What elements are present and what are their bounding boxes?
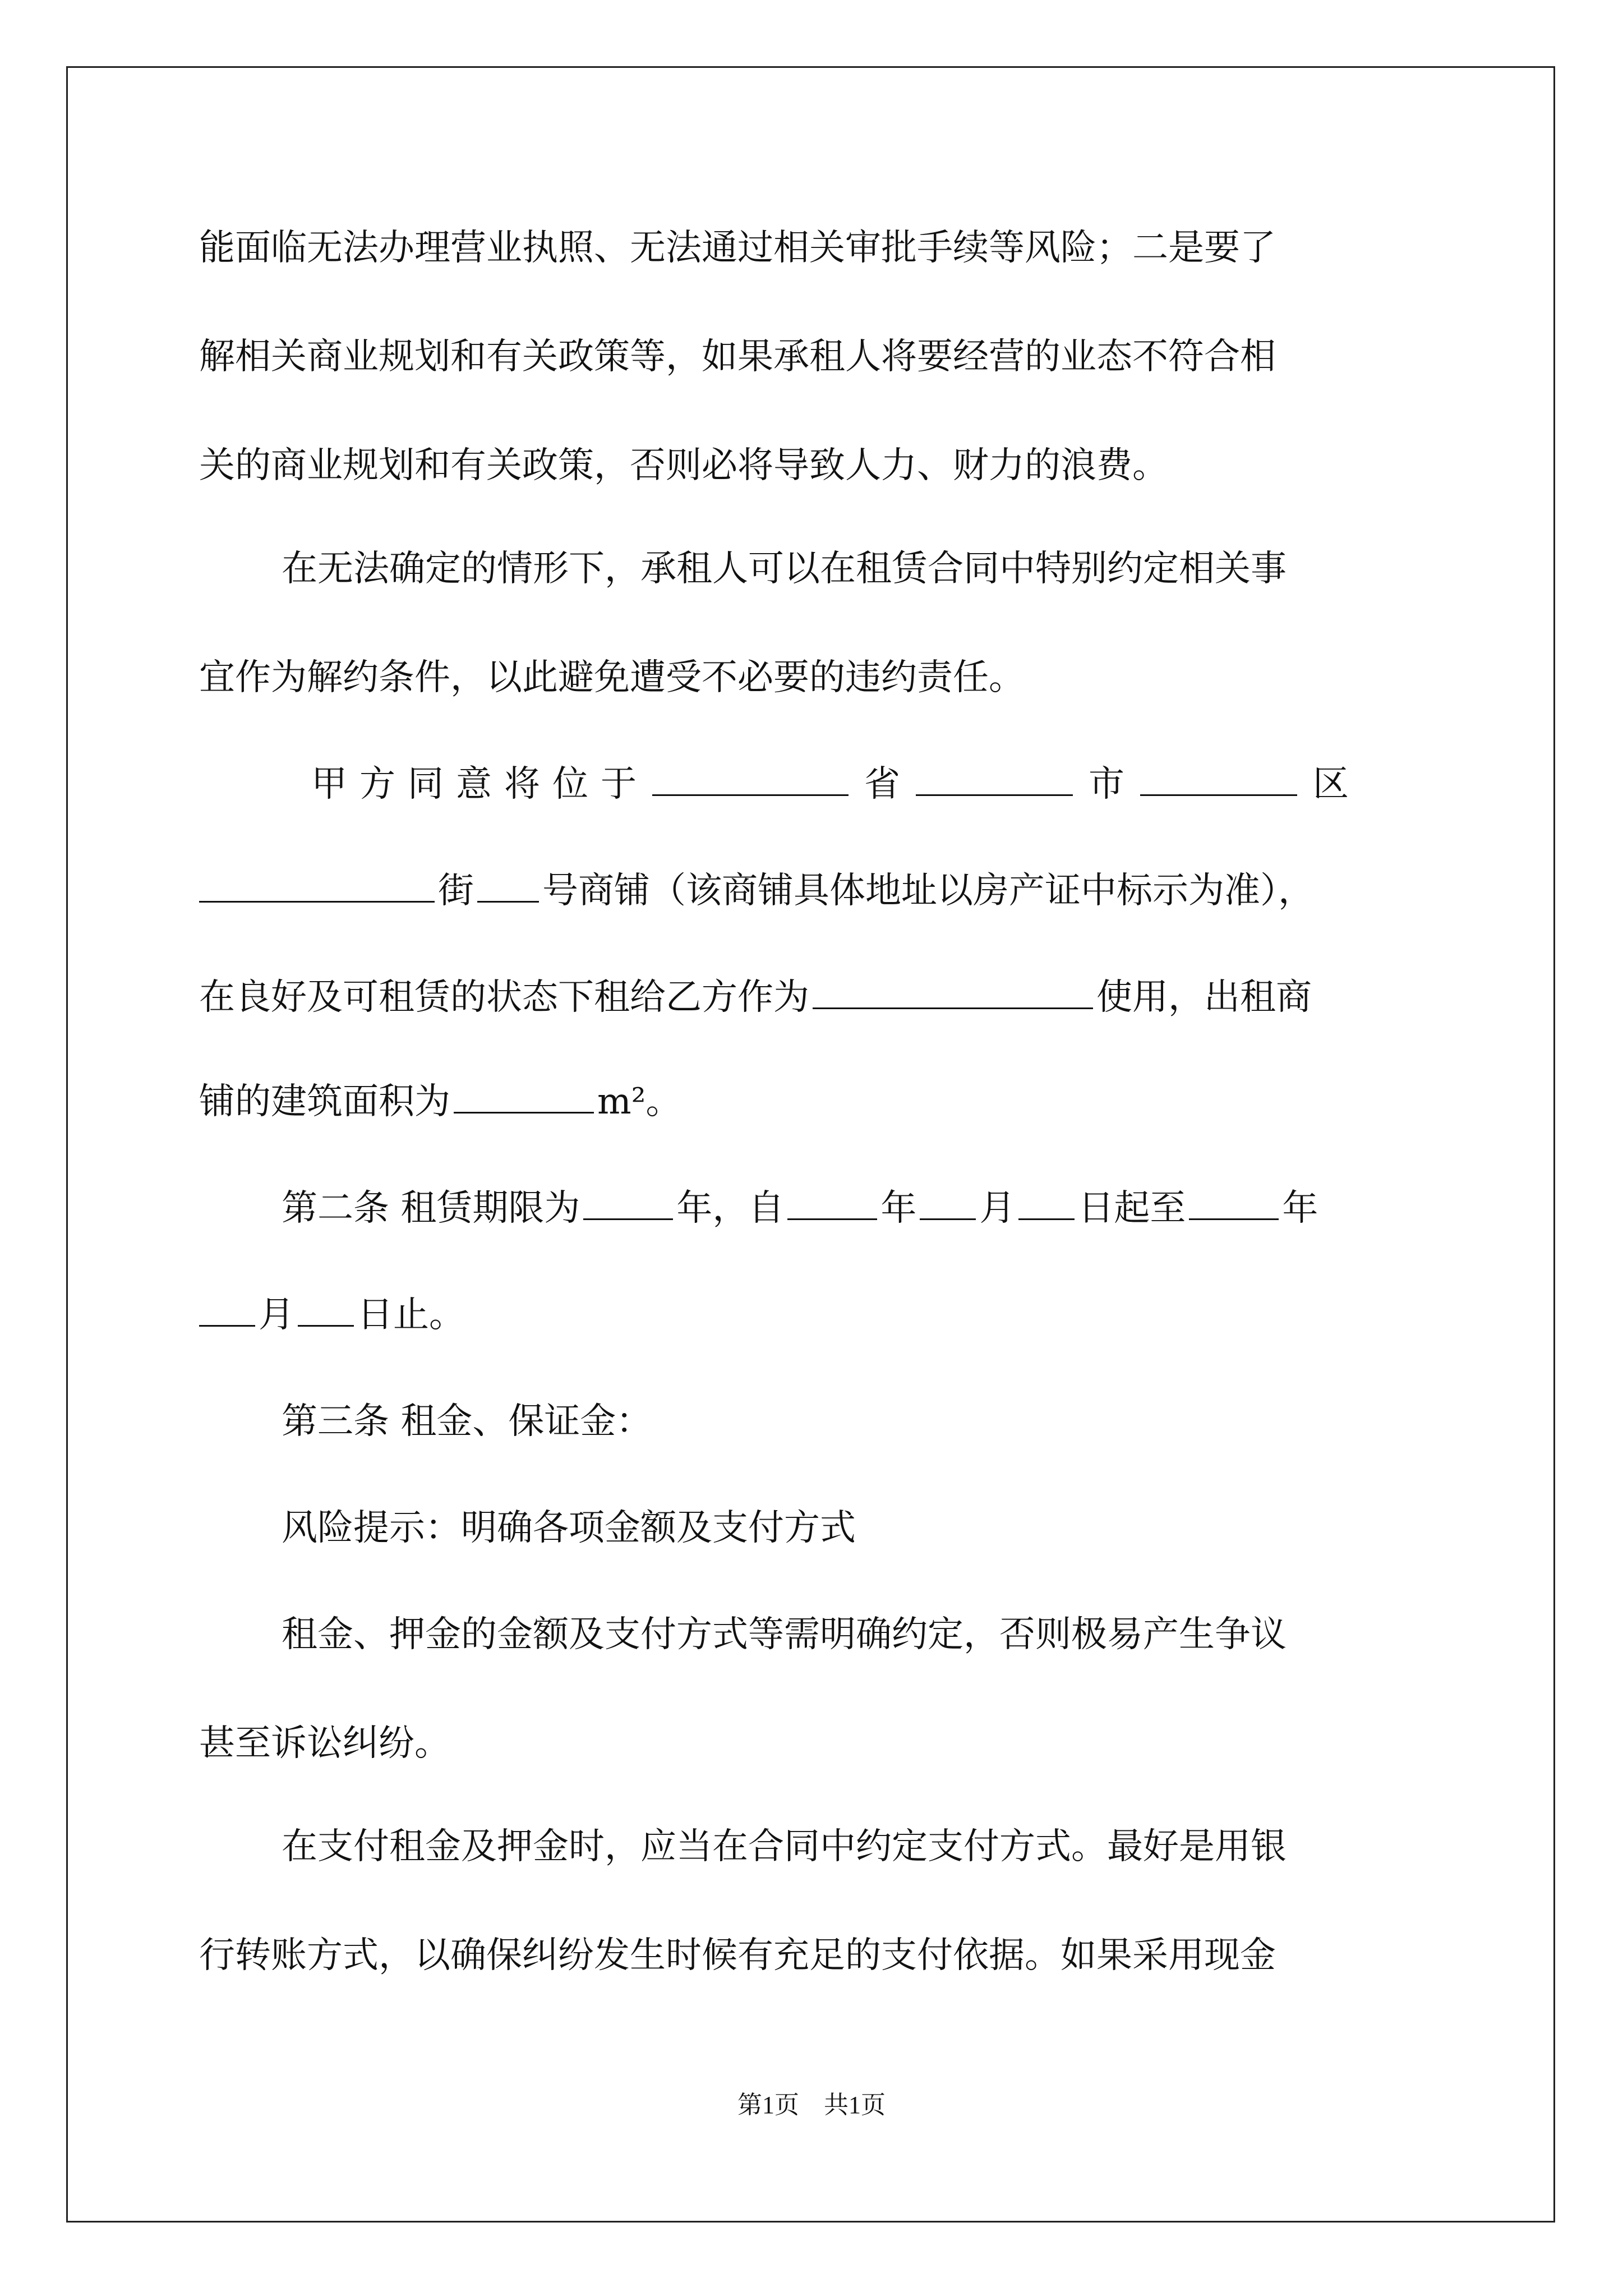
province-blank[interactable]: [652, 764, 849, 796]
clause-text: 第二条 租赁期限为: [282, 1188, 580, 1229]
page-border: [66, 66, 1555, 2223]
clause-text: 月: [259, 1294, 294, 1336]
article-heading: 第三条 租金、保证金：: [282, 1401, 652, 1442]
body-text-line: 关的商业规划和有关政策，否则必将导致人力、财力的浪费。: [199, 445, 1168, 486]
clause-text: 在良好及可租赁的状态下租给乙方作为: [199, 977, 809, 1018]
district-blank[interactable]: [1140, 764, 1297, 796]
page-number-footer: 第1页 共1页: [737, 2091, 886, 2119]
risk-tip: 风险提示：明确各项金额及支付方式: [282, 1507, 856, 1549]
clause-text: 日止。: [357, 1294, 465, 1336]
start-year-blank[interactable]: [787, 1188, 877, 1220]
body-text-line: 甚至诉讼纠纷。: [199, 1723, 450, 1764]
body-text-line: 能面临无法办理营业执照、无法通过相关审批手续等风险；二是要了: [199, 227, 1276, 269]
clause-text: 甲方同意将位于: [311, 763, 649, 805]
clause-text: 月: [979, 1188, 1016, 1229]
usage-blank[interactable]: [813, 977, 1093, 1009]
clause-text: m²。: [597, 1081, 682, 1122]
clause-text: 年: [880, 1188, 917, 1229]
body-text-line: 在支付租金及押金时，应当在合同中约定支付方式。最好是用银: [282, 1826, 1287, 1867]
clause-text: 年，自: [676, 1188, 785, 1229]
body-text-line: 租金、押金的金额及支付方式等需明确约定，否则极易产生争议: [282, 1614, 1287, 1655]
clause-text: 省: [864, 763, 912, 805]
clause-text: 街: [438, 870, 474, 912]
premises-clause-line: [311, 762, 1349, 807]
area-blank[interactable]: [454, 1082, 594, 1114]
clause-text: 日起至: [1078, 1188, 1186, 1229]
lease-term-line: [282, 1186, 1318, 1231]
start-day-blank[interactable]: [1018, 1188, 1075, 1220]
clause-text: 铺的建筑面积为: [199, 1081, 450, 1122]
clause-text: 年: [1282, 1188, 1318, 1229]
clause-text: 号商铺（该商铺具体地址以房产证中标示为准），: [542, 870, 1314, 912]
end-year-blank[interactable]: [1189, 1188, 1279, 1220]
body-text-line: 行转账方式，以确保纠纷发生时候有充足的支付依据。如果采用现金: [199, 1935, 1276, 1976]
end-day-blank[interactable]: [298, 1295, 354, 1327]
clause-text: 区: [1313, 763, 1349, 805]
street-blank[interactable]: [199, 871, 435, 903]
premises-clause-line: [199, 975, 1312, 1020]
shop-number-blank[interactable]: [477, 871, 539, 903]
city-blank[interactable]: [916, 764, 1073, 796]
lease-years-blank[interactable]: [583, 1188, 673, 1220]
clause-text: 使用，出租商: [1096, 977, 1312, 1018]
body-text-line: 宜作为解约条件，以此避免遭受不必要的违约责任。: [199, 657, 1025, 698]
clause-text: 市: [1089, 763, 1137, 805]
start-month-blank[interactable]: [920, 1188, 976, 1220]
end-month-blank[interactable]: [199, 1295, 255, 1327]
premises-clause-line: [199, 868, 1314, 913]
body-text-line: 解相关商业规划和有关政策等，如果承租人将要经营的业态不符合相: [199, 336, 1276, 378]
body-text-line: 在无法确定的情形下，承租人可以在租赁合同中特别约定相关事: [282, 548, 1287, 590]
premises-clause-line: [199, 1079, 681, 1124]
lease-term-line: [199, 1292, 465, 1337]
